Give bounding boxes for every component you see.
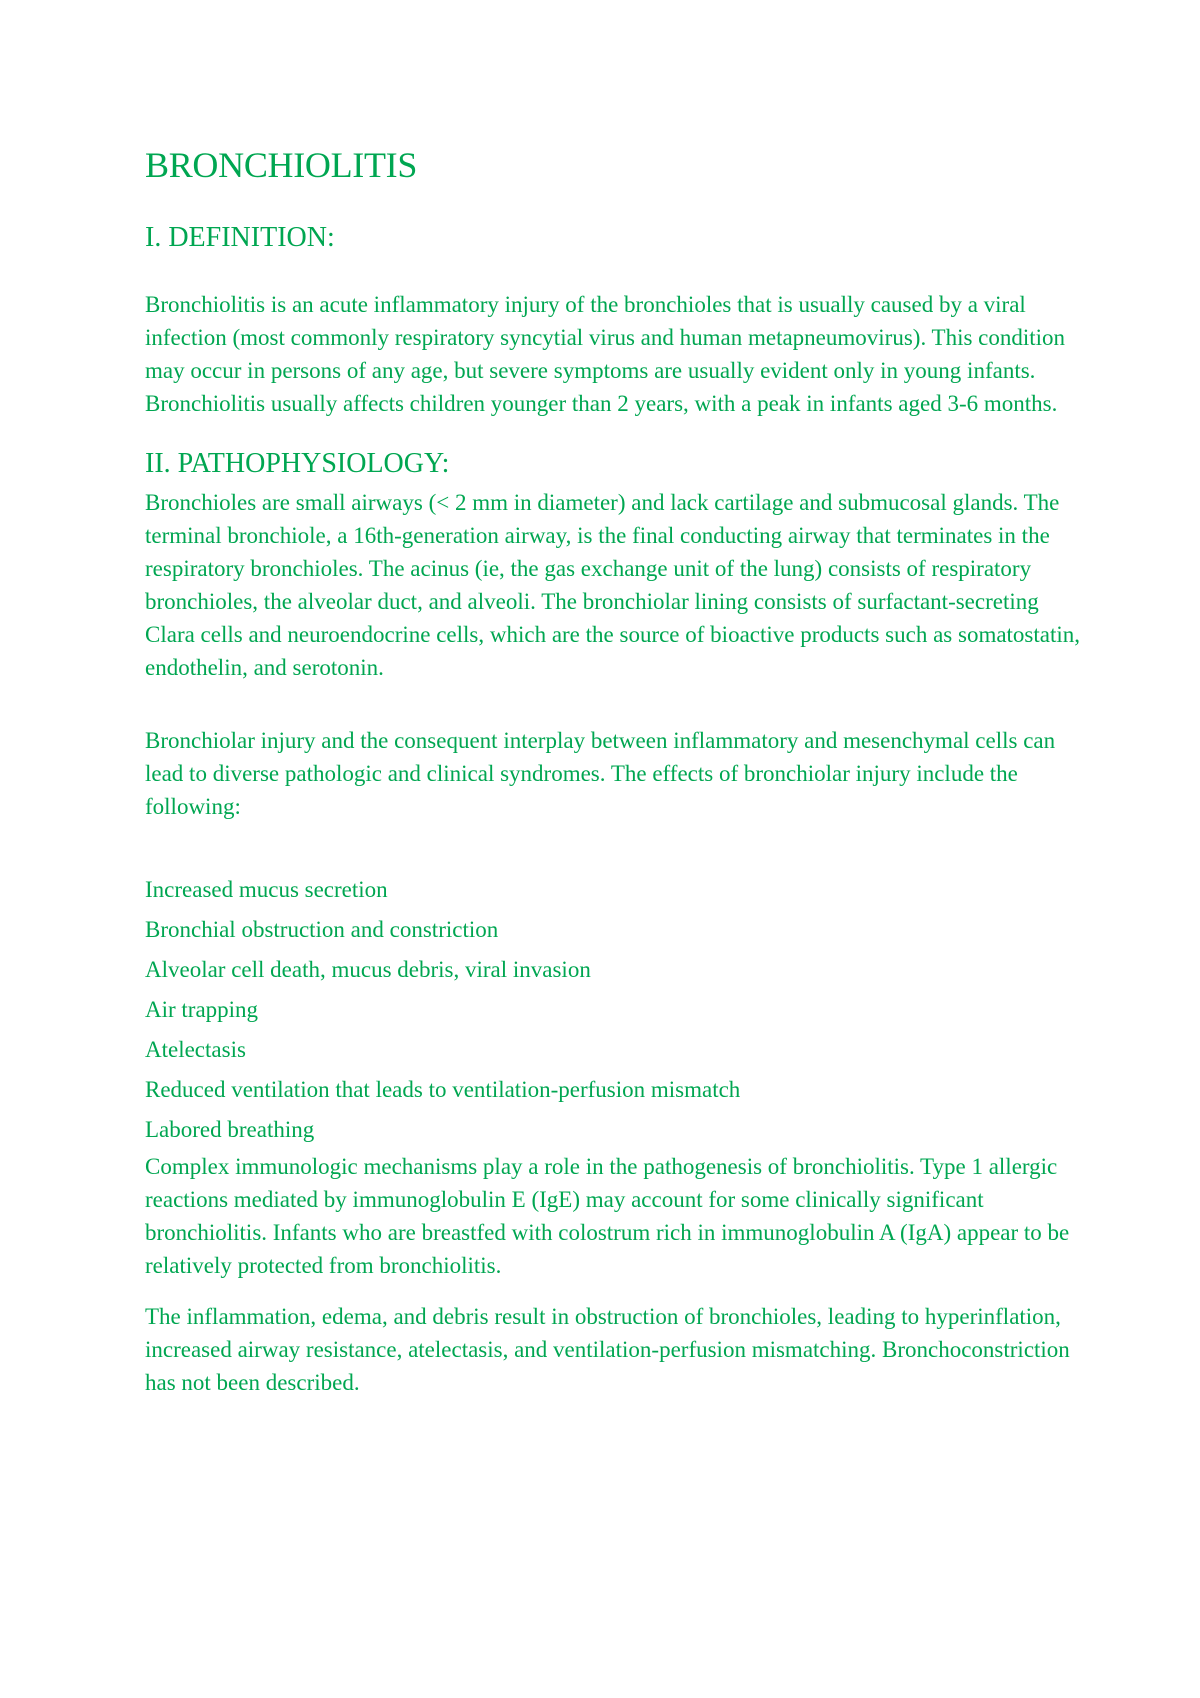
document-content: [145, 142, 1085, 1399]
list-item: Atelectasis: [145, 1037, 246, 1062]
list-item: Bronchial obstruction and constriction: [145, 917, 499, 942]
inflammation-paragraph: The inflammation, edema, and debris result in obstruction of bronchioles, leading to hyperinflation, increased airway resistance, atelectasis, and ventilation-perfusion mismatching. Bronchoconstriction has not been described.: [145, 1304, 1070, 1395]
pathophysiology-paragraph-anatomy: Bronchioles are small airways (< 2 mm in diameter) and lack cartilage and submucosal glands. The terminal bronchiole, a 16th-generation airway, is the final conducting airway that terminates in the respiratory bronchioles. The acinus (ie, the gas exchange unit of the lung) consists of respiratory bronchioles, the alveolar duct, and alveoli. The bronchiolar lining consists of surfactant-secreting Clara cells and neuroendocrine cells, which are the source of bioactive products such as somatostatin, endothelin, and serotonin.: [145, 490, 1081, 680]
definition-paragraph: Bronchiolitis is an acute inflammatory injury of the bronchioles that is usually caused by a viral infection (most commonly respiratory syncytial virus and human metapneumovirus). This condition may occur in persons of any age, but severe symptoms are usually evident only in young infants. Bronchiolitis usually affects children younger than 2 years, with a peak in infants aged 3-6 months.: [145, 292, 1066, 416]
section-heading-definition: I. DEFINITION:: [145, 222, 335, 253]
pathophysiology-paragraph-injury: Bronchiolar injury and the consequent interplay between inflammatory and mesenchymal cells can lead to diverse pathologic and clinical syndromes. The effects of bronchiolar injury include the following:: [145, 728, 1056, 819]
effects-list: [145, 870, 1085, 1150]
section-heading-pathophysiology: II. PATHOPHYSIOLOGY:: [145, 448, 450, 479]
list-item: Alveolar cell death, mucus debris, viral invasion: [145, 957, 591, 982]
document-title: BRONCHIOLITIS: [145, 145, 418, 185]
list-item: Labored breathing: [145, 1117, 315, 1142]
list-item: Air trapping: [145, 997, 259, 1022]
list-item: Reduced ventilation that leads to ventilation-perfusion mismatch: [145, 1077, 741, 1102]
immunologic-mechanisms-paragraph: Complex immunologic mechanisms play a role in the pathogenesis of bronchiolitis. Type 1 allergic reactions mediated by immunoglobulin E (IgE) may account for some clinically significant bronchiolitis. Infants who are breastfed with colostrum rich in immunoglobulin A (IgA) appear to be relatively protected from bronchiolitis.: [145, 1154, 1070, 1278]
list-item: Increased mucus secretion: [145, 877, 388, 902]
